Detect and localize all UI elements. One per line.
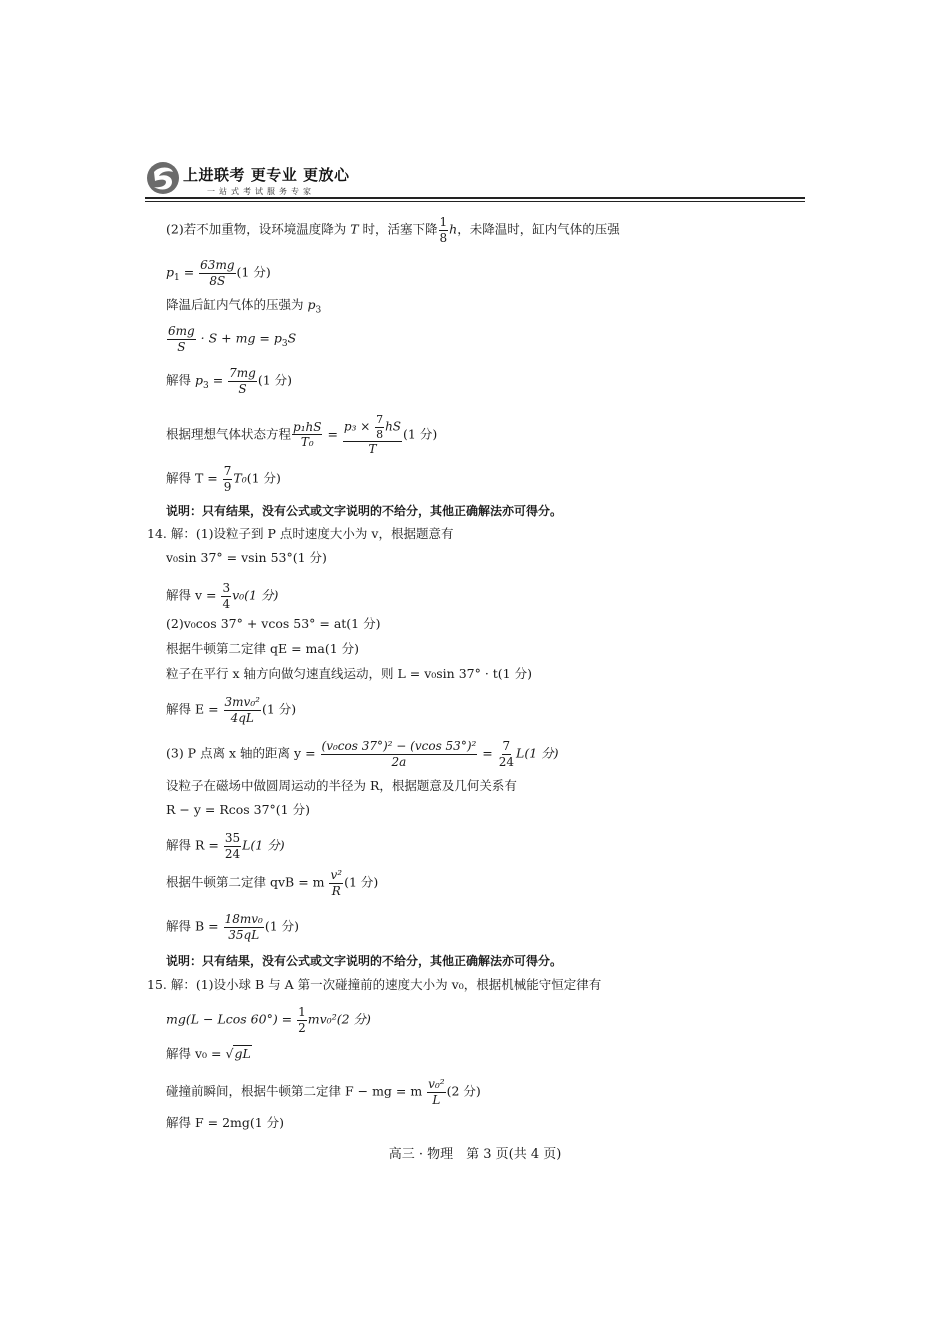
q14-scoring-note: 说明：只有结果，没有公式或文字说明的不给分，其他正确解法亦可得分。 xyxy=(166,954,563,968)
q13-p1-equation: $p_1$ = $\frac{63mg}{8S}$ (1 分) xyxy=(166,258,271,288)
header-rule xyxy=(145,197,805,199)
q15-tension: 碰撞前瞬间，根据牛顿第二定律 F − mg = m $\frac{\text{v₀²}}{L}$ (2 分) xyxy=(166,1077,481,1107)
q13-scoring-note: 说明：只有结果，没有公式或文字说明的不给分，其他正确解法亦可得分。 xyxy=(166,504,563,518)
q15-energy: mg(L − Lcos 60°) = $\frac{1}{2}$ mv₀²(2 分) xyxy=(166,1005,371,1035)
page-footer: 高三 · 物理 第 3 页(共 4 页) xyxy=(388,1147,562,1162)
q14-newton: 根据牛顿第二定律 qE = ma(1 分) xyxy=(166,641,360,656)
q14-lorentz: 根据牛顿第二定律 qvB = m $\frac{\text{v²}}{R}$ (1 分) xyxy=(166,868,379,898)
q14-radius-statement: 设粒子在磁场中做圆周运动的半径为 R，根据题意及几何关系有 xyxy=(166,778,517,793)
q14-intro: 14. 解：(1)设粒子到 P 点时速度大小为 v，根据题意有 xyxy=(147,526,454,541)
logo-icon xyxy=(145,160,181,196)
q14-eq2: (2)v₀cos 37° + vcos 53° = at(1 分) xyxy=(166,616,381,631)
q14-v-solve: 解得 v = $\frac{3}{4}$ v₀(1 分) xyxy=(166,581,279,611)
q13-force-balance: $\frac{6mg}{S}$ · S + mg = $p_3S$ xyxy=(168,324,297,354)
header-rule-thin xyxy=(145,201,805,202)
header-sub-slogan: 一站式考试服务专家 xyxy=(207,187,315,196)
q14-B-solve: 解得 B = $\frac{\text{18mv₀}}{35qL}$ (1 分) xyxy=(166,912,300,942)
header-slogan: 上进联考 更专业 更放心 xyxy=(183,166,350,184)
q13-T-solve: 解得 T = $\frac{7}{9}$ T₀(1 分) xyxy=(166,464,281,494)
q13-p3-solve: 解得 $p_3$ = $\frac{7mg}{S}$ (1 分) xyxy=(166,366,293,396)
q13-p3-statement: 降温后缸内气体的压强为 $p_3$ xyxy=(166,297,322,316)
q14-uniform-motion: 粒子在平行 x 轴方向做匀速直线运动，则 L = v₀sin 37° · t(1 分) xyxy=(166,666,532,681)
q15-F-solve: 解得 F = 2mg(1 分) xyxy=(166,1115,285,1130)
q14-y-distance: (3) P 点离 x 轴的距离 y = $\frac{\text{(v₀cos 37°)² − (vcos 53°)²}}{2a}$ = $\frac{7}{24}$ L(1 分) xyxy=(166,739,559,769)
q14-R-solve: 解得 R = $\frac{35}{24}$ L(1 分) xyxy=(166,831,285,861)
q14-eq1: v₀sin 37° = vsin 53°(1 分) xyxy=(166,550,327,565)
q15-v0-solve: 解得 v₀ = √gL xyxy=(166,1046,251,1061)
q13-part2-intro: (2)若不加重物，设环境温度降为 T 时，活塞下降 $\frac{1}{8}$ h，未降温时，缸内气体的压强 xyxy=(166,215,620,245)
page-header xyxy=(145,160,805,208)
q15-intro: 15. 解：(1)设小球 B 与 A 第一次碰撞前的速度大小为 v₀，根据机械能守恒定律有 xyxy=(147,977,602,992)
q13-gas-law: 根据理想气体状态方程 $\frac{\text{p₁hS}}{\text{T₀}}$ = p₃ × $\frac{7}{8}$ hS T (1 分) xyxy=(166,413,438,457)
q14-geometry: R − y = Rcos 37°(1 分) xyxy=(166,802,310,817)
q14-E-solve: 解得 E = $\frac{\text{3mv₀²}}{4qL}$ (1 分) xyxy=(166,695,297,725)
